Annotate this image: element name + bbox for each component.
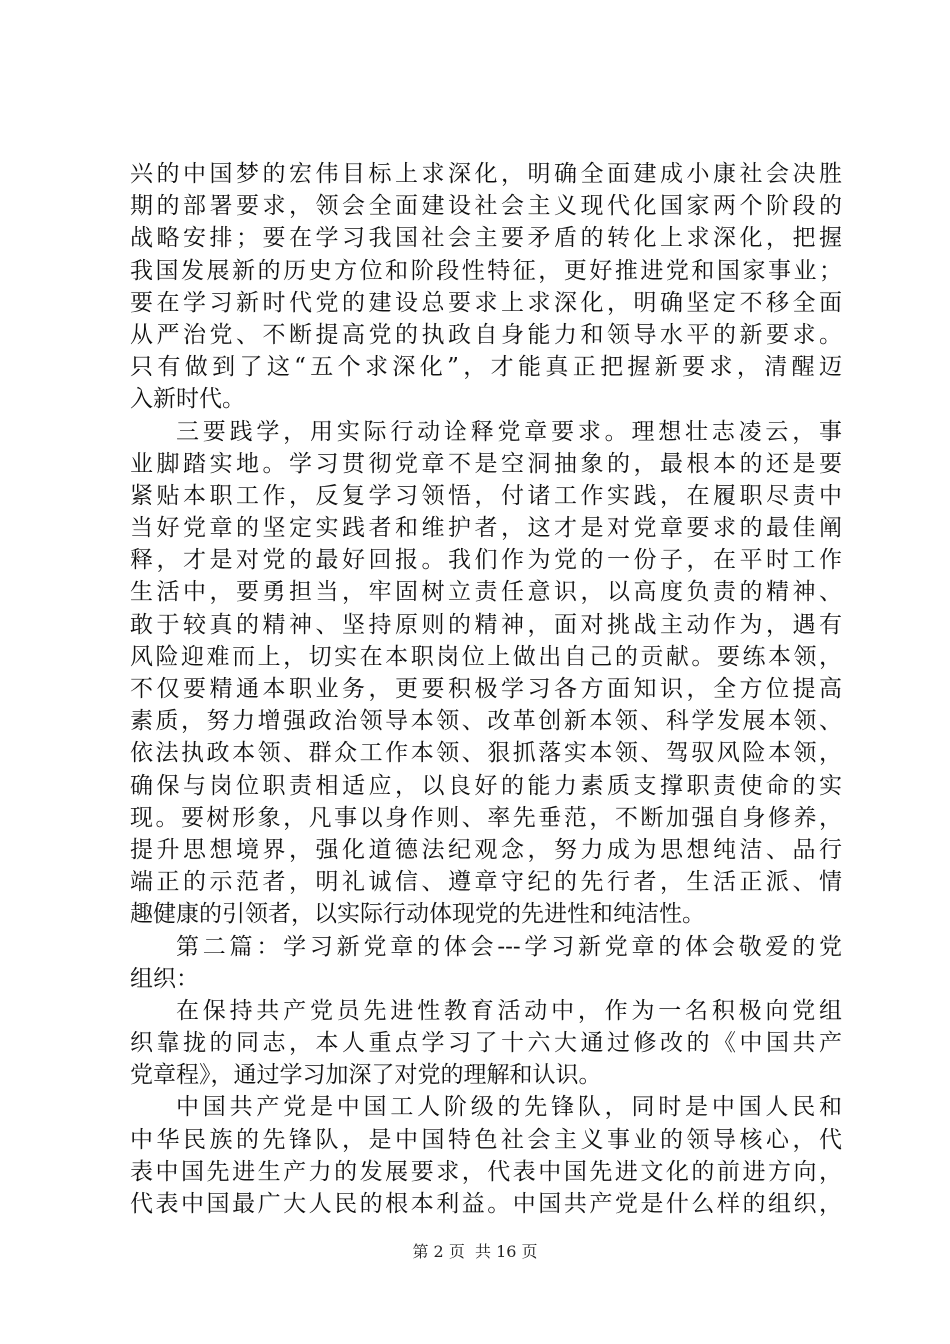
text-line: 期的部署要求，领会全面建设社会主义现代化国家两个阶段的 bbox=[130, 193, 842, 220]
text-line: 趣健康的引领者，以实际行动体现党的先进性和纯洁性。 bbox=[130, 901, 705, 928]
text-line: 业脚踏实地。学习贯彻党章不是空洞抽象的，最根本的还是要 bbox=[130, 450, 842, 477]
text-line: 表中国先进生产力的发展要求，代表中国先进文化的前进方向， bbox=[130, 1158, 842, 1185]
text-line: 释，才是对党的最好回报。我们作为党的一份子，在平时工作 bbox=[130, 547, 842, 574]
text-line: 当好党章的坚定实践者和维护者，这才是对党章要求的最佳阐 bbox=[130, 515, 842, 542]
text-line: 兴的中国梦的宏伟目标上求深化，明确全面建成小康社会决胜 bbox=[130, 161, 842, 187]
text-line: 生活中，要勇担当，牢固树立责任意识，以高度负责的精神、 bbox=[130, 579, 842, 606]
text-line: 风险迎难而上，切实在本职岗位上做出自己的贡献。要练本领， bbox=[130, 643, 842, 670]
text-line: 紧贴本职工作，反复学习领悟，付诸工作实践，在履职尽责中 bbox=[130, 482, 842, 509]
text-line: 入新时代。 bbox=[130, 386, 245, 413]
page-footer bbox=[0, 1240, 950, 1264]
text-line: 不仅要精通本职业务，更要积极学习各方面知识，全方位提高 bbox=[130, 676, 842, 702]
text-line: 素质，努力增强政治领导本领、改革创新本领、科学发展本领、 bbox=[130, 708, 842, 735]
text-line: 组织： bbox=[130, 965, 199, 992]
text-line: 代表中国最广大人民的根本利益。中国共产党是什么样的组织， bbox=[130, 1191, 842, 1217]
text-line: 从严治党、不断提高党的执政自身能力和领导水平的新要求。 bbox=[130, 321, 842, 348]
text-line: 只有做到了这“五个求深化”，才能真正把握新要求，清醒迈 bbox=[130, 354, 842, 381]
text-line: 端正的示范者，明礼诚信、遵章守纪的先行者，生活正派、情 bbox=[130, 869, 842, 896]
text-line: 依法执政本领、群众工作本领、狠抓落实本领、驾驭风险本领， bbox=[130, 740, 842, 767]
text-line: 第二篇：学习新党章的体会---学习新党章的体会敬爱的党 bbox=[176, 933, 842, 960]
text-line: 中国共产党是中国工人阶级的先锋队，同时是中国人民和 bbox=[176, 1094, 842, 1121]
page-number-label: 第 2 页 共 16 页 bbox=[412, 1242, 538, 1261]
text-line: 战略安排；要在学习我国社会主要矛盾的转化上求深化，把握 bbox=[130, 225, 842, 252]
text-line: 提升思想境界，强化道德法纪观念，努力成为思想纯洁、品行 bbox=[130, 836, 842, 863]
text-line: 三要践学，用实际行动诠释党章要求。理想壮志凌云，事 bbox=[176, 418, 842, 445]
text-line: 党章程》，通过学习加深了对党的理解和认识。 bbox=[130, 1062, 602, 1089]
text-line: 在保持共产党员先进性教育活动中，作为一名积极向党组 bbox=[176, 997, 842, 1024]
text-line: 要在学习新时代党的建设总要求上求深化，明确坚定不移全面 bbox=[130, 289, 842, 316]
text-line: 中华民族的先锋队，是中国特色社会主义事业的领导核心，代 bbox=[130, 1126, 842, 1153]
text-line: 确保与岗位职责相适应，以良好的能力素质支撑职责使命的实 bbox=[130, 772, 842, 799]
text-line: 敢于较真的精神、坚持原则的精神，面对挑战主动作为，遇有 bbox=[130, 611, 842, 638]
text-line: 织靠拢的同志，本人重点学习了十六大通过修改的《中国共产 bbox=[130, 1030, 842, 1057]
text-line: 我国发展新的历史方位和阶段性特征，更好推进党和国家事业； bbox=[130, 257, 842, 284]
text-line: 现。要树形象，凡事以身作则、率先垂范，不断加强自身修养， bbox=[130, 804, 842, 831]
document-body bbox=[130, 158, 842, 1220]
